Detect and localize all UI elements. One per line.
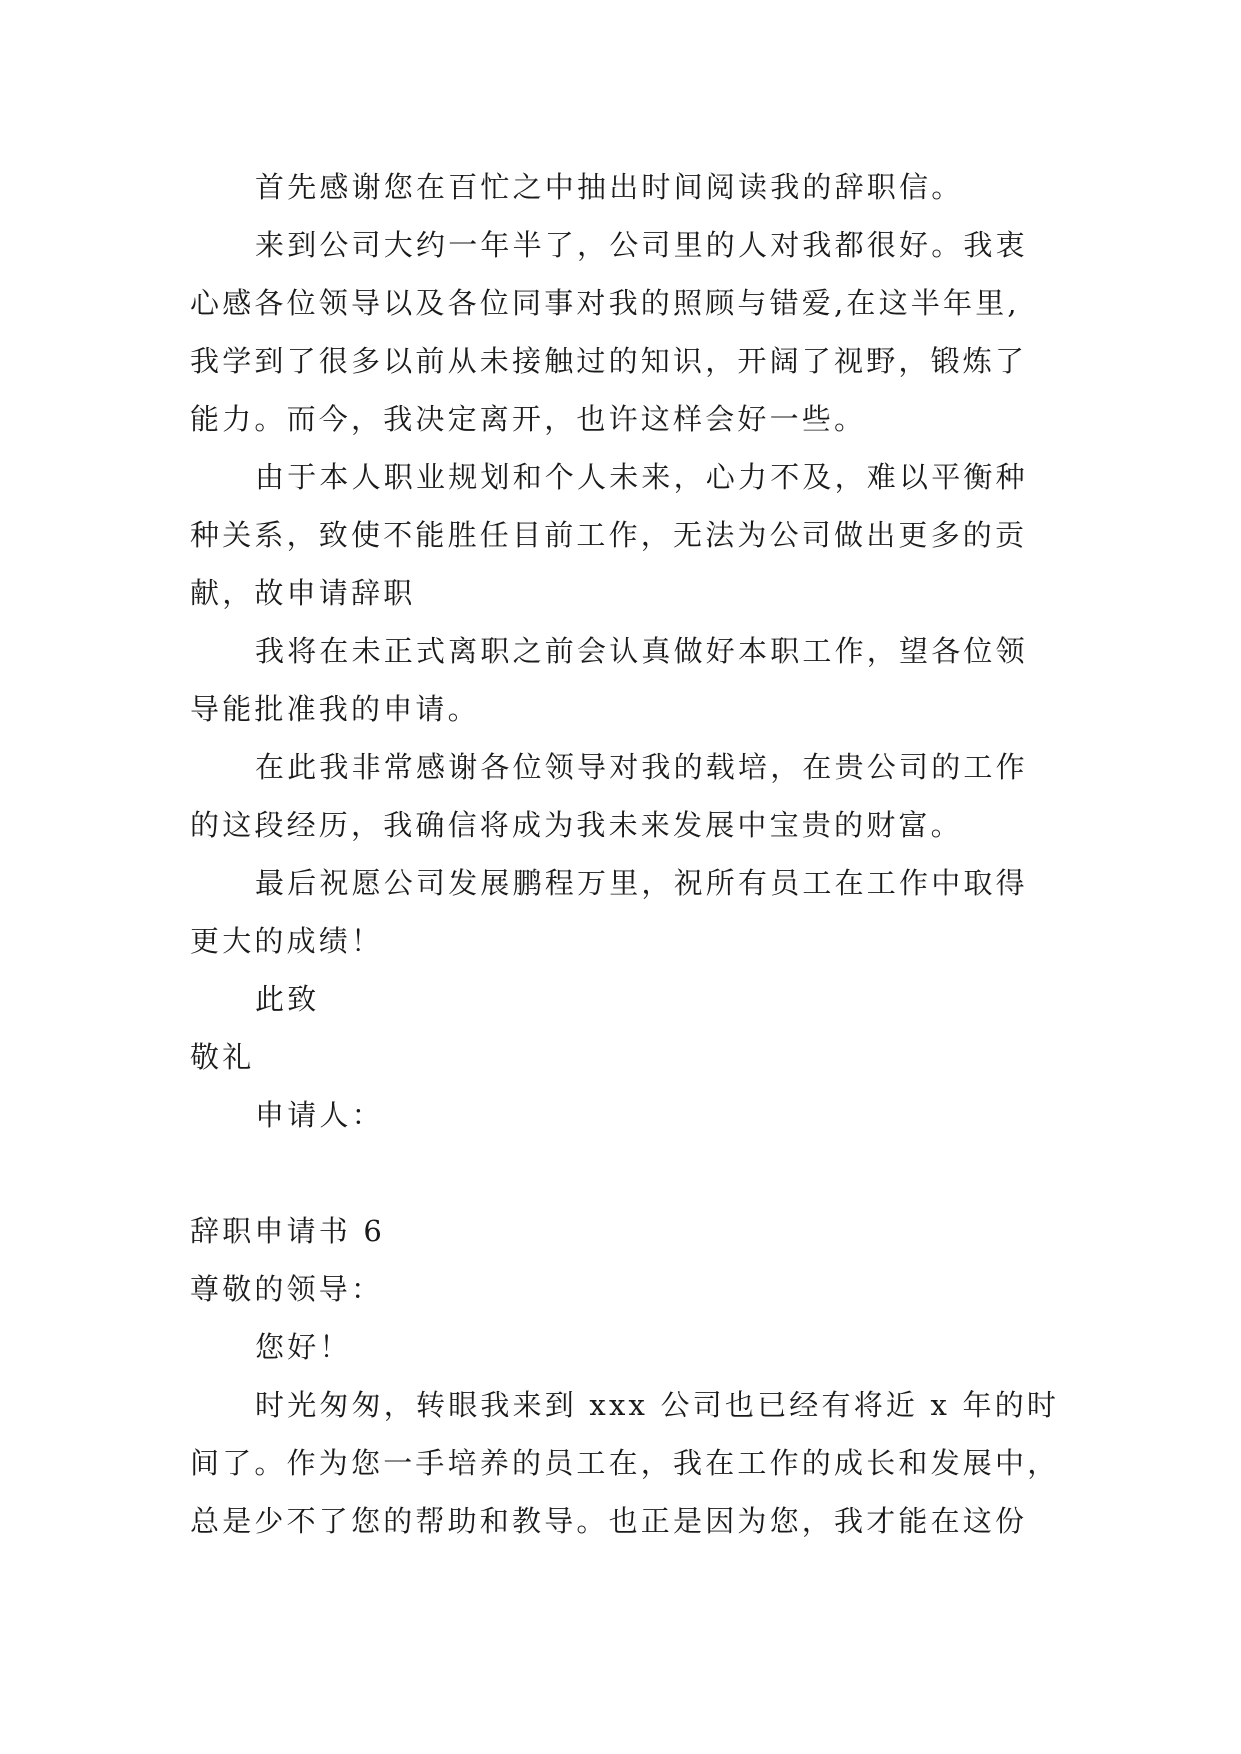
salutation-line: 敬礼: [190, 1040, 255, 1074]
paragraph-line: 首先感谢您在百忙之中抽出时间阅读我的辞职信。: [255, 170, 964, 204]
blank-line: [190, 1144, 1090, 1202]
paragraph-line: 的这段经历，我确信将成为我未来发展中宝贵的财富。: [190, 808, 963, 842]
paragraph-line: 种关系，致使不能胜任目前工作，无法为公司做出更多的贡: [190, 518, 1028, 552]
paragraph-line: 导能批准我的申请。: [190, 692, 480, 726]
paragraph-line: 来到公司大约一年半了，公司里的人对我都很好。我衷: [255, 228, 1028, 262]
document-body: [190, 158, 1090, 1550]
paragraph-line: 时光匆匆，转眼我来到 xxx 公司也已经有将近 x 年的时: [255, 1388, 1060, 1422]
paragraph-line: 最后祝愿公司发展鹏程万里，祝所有员工在工作中取得: [255, 866, 1028, 900]
paragraph-line: 更大的成绩！: [190, 924, 384, 958]
paragraph-line: 在此我非常感谢各位领导对我的载培，在贵公司的工作: [255, 750, 1028, 784]
signature-line: 申请人：: [255, 1098, 384, 1132]
greeting-line: 您好！: [255, 1330, 352, 1364]
paragraph-line: 间了。作为您一手培养的员工在，我在工作的成长和发展中，: [190, 1446, 1060, 1480]
section-title: 辞职申请书 6: [190, 1214, 386, 1248]
paragraph-line: 我学到了很多以前从未接触过的知识，开阔了视野，锻炼了: [190, 344, 1028, 378]
paragraph-line: 总是少不了您的帮助和教导。也正是因为您，我才能在这份: [190, 1504, 1028, 1538]
paragraph-line: 心感各位领导以及各位同事对我的照顾与错爱,在这半年里,: [190, 286, 1020, 320]
paragraph-line: 由于本人职业规划和个人未来，心力不及，难以平衡种: [255, 460, 1028, 494]
paragraph-line: 能力。而今，我决定离开，也许这样会好一些。: [190, 402, 867, 436]
paragraph-line: 献，故申请辞职: [190, 576, 416, 610]
greeting-line: 尊敬的领导：: [190, 1272, 384, 1306]
closing-line: 此致: [255, 982, 320, 1016]
paragraph-line: 我将在未正式离职之前会认真做好本职工作，望各位领: [255, 634, 1028, 668]
